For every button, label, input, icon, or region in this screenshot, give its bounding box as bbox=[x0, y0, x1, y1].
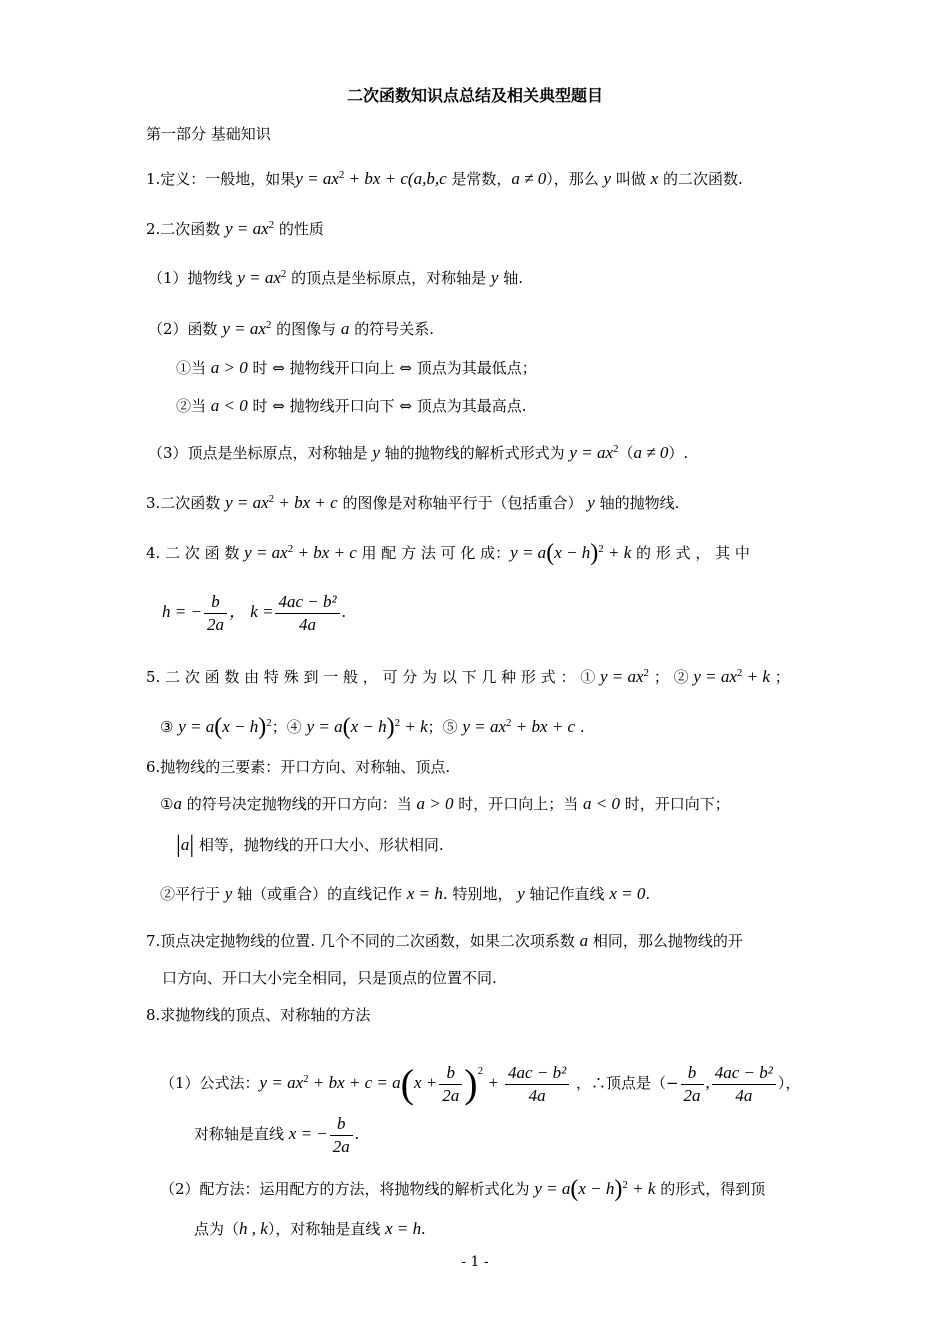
text: . bbox=[354, 1124, 360, 1143]
item-6-1-b bbox=[176, 833, 950, 857]
formula: + k bbox=[400, 717, 428, 736]
superscript: 2 bbox=[280, 268, 287, 280]
formula: x − h bbox=[554, 543, 591, 562]
numerator: b bbox=[439, 1062, 462, 1085]
item-4 bbox=[146, 537, 950, 565]
item-6-1 bbox=[160, 792, 950, 816]
text: 时 ⇔ 抛物线开口向下 ⇔ 顶点为其最高点. bbox=[247, 397, 527, 415]
formula: a < 0 bbox=[583, 794, 621, 813]
text: . 特别地， bbox=[442, 885, 518, 903]
superscript: 2 bbox=[477, 1065, 484, 1077]
formula: y = ax bbox=[237, 268, 281, 287]
text: 的顶点是坐标原点，对称轴是 bbox=[286, 269, 491, 287]
formula: h = − bbox=[162, 602, 202, 621]
formula: + k bbox=[603, 543, 632, 562]
formula: + bx + c bbox=[293, 543, 357, 562]
formula: y = ax bbox=[569, 443, 613, 462]
item-8: 8.求抛物线的顶点、对称轴的方法 bbox=[146, 1006, 371, 1024]
text: ③ bbox=[160, 718, 179, 736]
item-5 bbox=[146, 661, 950, 689]
text: 相等，抛物线的开口大小、形状相同. bbox=[194, 836, 444, 854]
formula: + bbox=[483, 1073, 504, 1092]
paren: ( bbox=[342, 714, 351, 740]
formula: y = a bbox=[534, 1179, 571, 1198]
numerator: b bbox=[681, 1062, 704, 1085]
item-7-cont: 口方向、开口大小完全相同，只是顶点的位置不同. bbox=[162, 969, 497, 987]
item-4-hk bbox=[162, 588, 950, 636]
text: 的符号决定抛物线的开口方向：当 bbox=[181, 795, 417, 813]
text: 的图像是对称轴平行于（包括重合） bbox=[337, 494, 588, 512]
text: ； ② bbox=[649, 668, 694, 686]
page-number: - 1 - bbox=[461, 1254, 489, 1270]
formula: y = ax bbox=[693, 667, 737, 686]
formula: x − h bbox=[578, 1179, 615, 1198]
paren: ) bbox=[258, 714, 267, 740]
item-3 bbox=[146, 487, 950, 515]
text: 的形式，得到顶 bbox=[655, 1180, 766, 1198]
formula: x = 0 bbox=[609, 884, 646, 903]
text: ① bbox=[160, 795, 174, 813]
item-7 bbox=[146, 929, 950, 953]
text: 时，开口向上；当 bbox=[453, 795, 584, 813]
item-6-2 bbox=[160, 882, 950, 906]
text: ，∴顶点是（− bbox=[571, 1074, 679, 1092]
denominator: 2a bbox=[683, 1085, 701, 1105]
text: . bbox=[341, 602, 346, 621]
paren: ) bbox=[386, 714, 395, 740]
formula: y bbox=[587, 493, 595, 512]
text: 3.二次函数 bbox=[146, 494, 226, 512]
section-heading: 第一部分 基础知识 bbox=[146, 125, 271, 143]
formula: y = ax bbox=[259, 1073, 304, 1092]
superscript: 2 bbox=[598, 543, 604, 555]
text: （1）抛物线 bbox=[148, 269, 238, 287]
fraction bbox=[505, 1062, 569, 1107]
text: . bbox=[645, 885, 651, 903]
formula: x bbox=[650, 169, 659, 188]
item-8-2 bbox=[160, 1173, 950, 1201]
text: 叫做 bbox=[611, 170, 651, 188]
formula: y = ax bbox=[599, 667, 644, 686]
formula: y = a bbox=[178, 717, 215, 736]
fraction bbox=[712, 1062, 776, 1107]
denominator: 4a bbox=[528, 1085, 546, 1105]
text: ②平行于 bbox=[160, 885, 225, 903]
paren: ) bbox=[614, 1176, 623, 1202]
superscript: 2 bbox=[265, 319, 272, 331]
text: 是常数， bbox=[446, 170, 512, 188]
formula: a bbox=[579, 931, 589, 950]
text: ），对称轴是直线 bbox=[267, 1220, 386, 1238]
formula: x + bbox=[413, 1073, 438, 1092]
paren: ) bbox=[464, 1061, 478, 1106]
text: 的 形 式 ， 其 中 bbox=[631, 544, 750, 562]
text: 轴的抛物线的解析式形式为 bbox=[379, 444, 570, 462]
abs-bar: | bbox=[176, 832, 181, 858]
superscript: 2 bbox=[612, 443, 619, 455]
denominator: 2a bbox=[442, 1085, 460, 1105]
formula: y = a bbox=[510, 543, 547, 562]
formula: y = a bbox=[306, 717, 343, 736]
text: 的二次函数. bbox=[658, 170, 743, 188]
formula: y = ax bbox=[295, 169, 339, 188]
item-2-2 bbox=[148, 313, 950, 341]
superscript: 2 bbox=[622, 1179, 628, 1191]
item-2-2-a bbox=[176, 356, 950, 380]
formula: x − h bbox=[222, 717, 259, 736]
formula: a bbox=[173, 794, 182, 813]
text: ①当 bbox=[176, 359, 211, 377]
text: ；④ bbox=[271, 718, 307, 736]
numerator: b bbox=[330, 1113, 353, 1136]
item-1-definition bbox=[146, 163, 950, 191]
superscript: 2 bbox=[266, 717, 272, 729]
formula: a ≠ 0 bbox=[633, 443, 669, 462]
text: 的图像与 bbox=[271, 320, 341, 338]
numerator: 4ac − b² bbox=[505, 1062, 569, 1085]
abs-bar: | bbox=[189, 832, 195, 858]
superscript: 2 bbox=[736, 667, 743, 679]
text: 轴. bbox=[498, 269, 524, 287]
text: 的符号关系. bbox=[349, 320, 434, 338]
formula: a > 0 bbox=[210, 358, 248, 377]
denominator: 4a bbox=[299, 614, 317, 634]
superscript: 2 bbox=[303, 1073, 309, 1085]
formula: x = − bbox=[288, 1124, 328, 1143]
formula: + bx + c(a,b,c bbox=[344, 169, 447, 188]
text: 轴记作直线 bbox=[524, 885, 610, 903]
text: 7.顶点决定抛物线的位置. 几个不同的二次函数，如果二次项系数 bbox=[146, 932, 580, 950]
formula: a bbox=[340, 319, 350, 338]
text: , bbox=[705, 1073, 710, 1092]
text: （2）函数 bbox=[148, 320, 223, 338]
text: 1.定义：一般地，如果 bbox=[146, 170, 296, 188]
text: 轴的抛物线. bbox=[594, 494, 680, 512]
text: ； bbox=[769, 668, 790, 686]
denominator: 2a bbox=[206, 614, 224, 634]
item-2-3 bbox=[148, 437, 950, 465]
numerator: b bbox=[204, 591, 227, 614]
item-2-2-b bbox=[176, 394, 950, 418]
formula: y bbox=[224, 884, 233, 903]
text: . bbox=[421, 1219, 426, 1238]
formula: y = ax bbox=[225, 219, 269, 238]
formula: x = h bbox=[385, 1219, 422, 1238]
formula: a bbox=[180, 835, 190, 854]
formula: k bbox=[260, 1219, 268, 1238]
fraction bbox=[330, 1113, 353, 1158]
superscript: 2 bbox=[287, 543, 294, 555]
formula: x = h bbox=[406, 884, 443, 903]
formula: + k bbox=[627, 1179, 656, 1198]
superscript: 2 bbox=[506, 717, 512, 729]
text: 的性质 bbox=[274, 220, 324, 238]
formula: y bbox=[372, 443, 380, 462]
formula: a > 0 bbox=[416, 794, 454, 813]
fraction bbox=[681, 1062, 704, 1107]
item-8-1 bbox=[160, 1046, 950, 1108]
item-8-2-cont bbox=[194, 1217, 950, 1241]
text: ②当 bbox=[176, 397, 211, 415]
paren: ( bbox=[570, 1176, 579, 1202]
text: 轴（或重合）的直线记作 bbox=[232, 885, 407, 903]
text: （3）顶点是坐标原点，对称轴是 bbox=[148, 444, 373, 462]
text: , bbox=[247, 1219, 261, 1238]
formula: + bx + c bbox=[511, 717, 576, 736]
paren: ) bbox=[590, 540, 599, 566]
text: （2）配方法：运用配方的方法，将抛物线的解析式化为 bbox=[160, 1180, 535, 1198]
superscript: 2 bbox=[394, 717, 401, 729]
text: ；⑤ bbox=[427, 718, 463, 736]
formula: a < 0 bbox=[210, 396, 248, 415]
formula: + bx + c bbox=[274, 493, 338, 512]
fraction bbox=[204, 591, 227, 636]
formula: h bbox=[239, 1219, 248, 1238]
formula: y bbox=[490, 268, 499, 287]
text: 4. 二 次 函 数 bbox=[146, 544, 245, 562]
denominator: 4a bbox=[735, 1085, 753, 1105]
item-2-1 bbox=[148, 262, 950, 290]
text: 点为（ bbox=[194, 1220, 240, 1238]
superscript: 2 bbox=[268, 493, 275, 505]
formula: y = ax bbox=[462, 717, 506, 736]
formula: x − h bbox=[350, 717, 387, 736]
item-5-forms bbox=[160, 711, 950, 739]
text: ）， bbox=[777, 1074, 801, 1092]
text: （1）公式法： bbox=[160, 1074, 260, 1092]
formula: y = ax bbox=[244, 543, 288, 562]
text: 相同，那么抛物线的开 bbox=[588, 932, 743, 950]
formula: a ≠ 0 bbox=[511, 169, 547, 188]
denominator: 2a bbox=[332, 1136, 350, 1156]
formula: + bx + c = a bbox=[308, 1073, 401, 1092]
text: 时 ⇔ 抛物线开口向上 ⇔ 顶点为其最低点； bbox=[247, 359, 537, 377]
paren: ( bbox=[214, 714, 223, 740]
superscript: 2 bbox=[268, 219, 275, 231]
formula: y bbox=[517, 884, 525, 903]
text: ）. bbox=[668, 444, 689, 462]
text: 时，开口向下； bbox=[620, 795, 730, 813]
item-6: 6.抛物线的三要素：开口方向、对称轴、顶点. bbox=[146, 758, 451, 776]
text: 5. 二 次 函 数 由 特 殊 到 一 般 ， 可 分 为 以 下 几 种 形 式 ： ① bbox=[146, 668, 600, 686]
numerator: 4ac − b² bbox=[275, 591, 339, 614]
paren: ( bbox=[400, 1061, 414, 1106]
formula: y = ax bbox=[222, 319, 266, 338]
paren: ( bbox=[546, 540, 555, 566]
formula: ， k = bbox=[228, 602, 274, 621]
superscript: 2 bbox=[338, 169, 345, 181]
fraction bbox=[275, 591, 339, 636]
text: . bbox=[575, 718, 585, 736]
text: 用 配 方 法 可 化 成： bbox=[356, 544, 511, 562]
item-2-heading bbox=[146, 213, 950, 241]
superscript: 2 bbox=[643, 667, 650, 679]
text: ），那么 bbox=[546, 170, 604, 188]
text: 2.二次函数 bbox=[146, 220, 226, 238]
document-title: 二次函数知识点总结及相关典型题目 bbox=[346, 86, 603, 105]
formula: y bbox=[603, 169, 612, 188]
formula: y = ax bbox=[225, 493, 269, 512]
item-8-1-axis bbox=[194, 1110, 950, 1158]
numerator: 4ac − b² bbox=[712, 1062, 776, 1085]
fraction bbox=[439, 1062, 462, 1107]
formula: + k bbox=[742, 667, 770, 686]
text: 对称轴是直线 bbox=[194, 1125, 289, 1143]
text: （ bbox=[618, 444, 634, 462]
